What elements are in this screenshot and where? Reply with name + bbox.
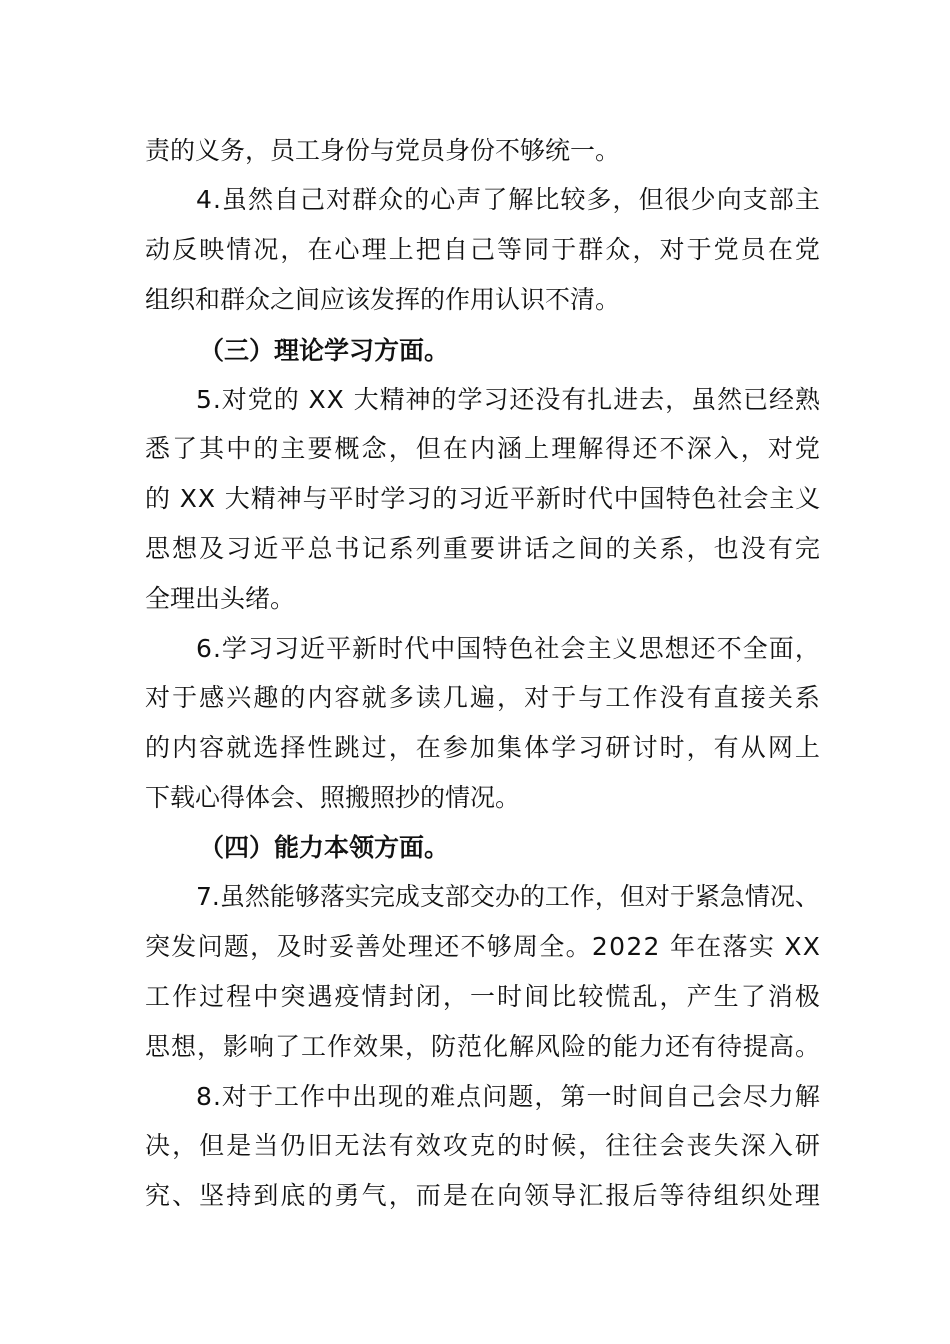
text-line: 突发问题，及时妥善处理还不够周全。2022 年在落实 XX <box>145 932 822 961</box>
section-heading-3: （三）理论学习方面。 <box>199 336 450 365</box>
text-line: 组织和群众之间应该发挥的作用认识不清。 <box>145 285 621 314</box>
text-line: 责的义务，员工身份与党员身份不够统一。 <box>145 136 621 165</box>
text-line: 的内容就选择性跳过，在参加集体学习研讨时，有从网上 <box>145 733 823 762</box>
text-line: 究、坚持到底的勇气，而是在向领导汇报后等待组织处理 <box>145 1181 823 1210</box>
text-line: 思想及习近平总书记系列重要讲话之间的关系，也没有完 <box>145 534 823 563</box>
text-line: 思想，影响了工作效果，防范化解风险的能力还有待提高。 <box>145 1032 822 1061</box>
text-line: 对于感兴趣的内容就多读几遍，对于与工作没有直接关系 <box>145 683 823 712</box>
section-heading-4: （四）能力本领方面。 <box>199 833 450 862</box>
text-line: 工作过程中突遇疫情封闭，一时间比较慌乱，产生了消极 <box>145 982 823 1011</box>
text-line: 的 XX 大精神与平时学习的习近平新时代中国特色社会主义 <box>145 484 822 513</box>
paragraph-item-6: 6.学习习近平新时代中国特色社会主义思想还不全面， <box>196 634 821 663</box>
text-line: 决，但是当仍旧无法有效攻克的时候，往往会丧失深入研 <box>145 1131 823 1160</box>
paragraph-item-4: 4.虽然自己对群众的心声了解比较多，但很少向支部主 <box>196 185 821 214</box>
paragraph-item-7: 7.虽然能够落实完成支部交办的工作，但对于紧急情况、 <box>196 882 820 911</box>
paragraph-item-8: 8.对于工作中出现的难点问题，第一时间自己会尽力解 <box>196 1082 821 1111</box>
paragraph-item-5: 5.对党的 XX 大精神的学习还没有扎进去，虽然已经熟 <box>196 385 821 414</box>
text-line: 动反映情况，在心理上把自己等同于群众，对于党员在党 <box>145 235 823 264</box>
text-line: 悉了其中的主要概念，但在内涵上理解得还不深入，对党 <box>145 434 823 463</box>
text-line: 全理出头绪。 <box>145 584 296 613</box>
text-line: 下载心得体会、照搬照抄的情况。 <box>145 783 521 812</box>
